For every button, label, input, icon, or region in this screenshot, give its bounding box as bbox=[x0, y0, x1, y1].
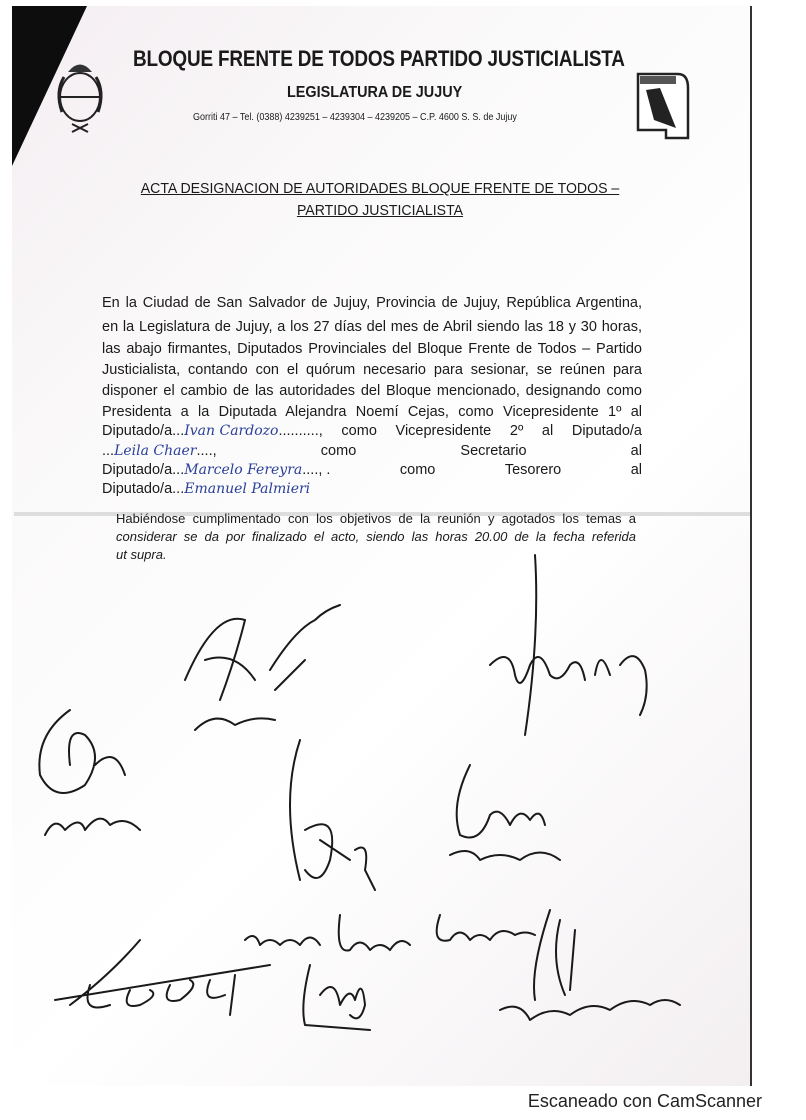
document-heading-line-2: PARTIDO JUSTICIALISTA bbox=[296, 202, 464, 219]
signature-cejas bbox=[470, 555, 670, 745]
body-line: en la Legislatura de Jujuy, a los 27 días del mes de Abril siendo las 18 y 30 horas, bbox=[102, 319, 642, 335]
letterhead-title: BLOQUE FRENTE DE TODOS PARTIDO JUSTICIALISTA bbox=[133, 46, 625, 71]
body-line: Justicialista, contando con el quórum necesario para sesionar, se reúnen para bbox=[102, 362, 642, 378]
closing-line: ut supra. bbox=[116, 547, 167, 562]
word: como bbox=[320, 443, 357, 459]
body-line: En la Ciudad de San Salvador de Jujuy, Provincia de Jujuy, República Argentina, bbox=[102, 295, 642, 311]
word: como bbox=[341, 423, 377, 439]
fill-group bbox=[102, 422, 323, 440]
dots: ...., . bbox=[302, 462, 331, 478]
body-line: disponer el cambio de las autoridades del Bloque mencionado, designando como bbox=[102, 383, 642, 399]
camscanner-watermark: Escaneado con CamScanner bbox=[527, 1091, 762, 1111]
document-heading-line-1: ACTA DESIGNACION DE AUTORIDADES BLOQUE FRENTE DE TODOS – bbox=[140, 180, 620, 197]
vicepresident-1-line bbox=[102, 422, 642, 440]
body-line: Presidenta a la Diputada Alejandra Noemí Cejas, como Vicepresidente 1º al bbox=[102, 404, 642, 420]
body-line: las abajo firmantes, Diputados Provinciales del Bloque Frente de Todos – Partido bbox=[102, 341, 642, 357]
word: al bbox=[630, 462, 642, 478]
jujuy-shield-logo bbox=[632, 68, 692, 148]
signature-juarez bbox=[440, 765, 580, 885]
letterhead-subtitle: LEGISLATURA DE JUJUY bbox=[287, 84, 463, 101]
word: Diputado/a bbox=[571, 423, 642, 439]
handwritten-name: Leila Chaer bbox=[114, 443, 197, 459]
label-text: Diputado/a... bbox=[102, 462, 185, 478]
handwritten-name: Emanuel Palmieri bbox=[184, 481, 311, 497]
word: Vicepresidente bbox=[395, 423, 492, 439]
last-deputy-line bbox=[102, 480, 642, 498]
dots: .........., bbox=[278, 423, 323, 439]
signature-leonardo bbox=[490, 910, 690, 1035]
handwritten-name: Marcelo Fereyra bbox=[184, 462, 303, 478]
signature-tisera bbox=[175, 590, 355, 740]
secretary-line bbox=[102, 442, 642, 460]
word: al bbox=[630, 443, 642, 459]
word: Tesorero bbox=[504, 462, 562, 478]
handwritten-name: Ivan Cardozo bbox=[184, 423, 279, 439]
letterhead-address: Gorriti 47 – Tel. (0388) 4239251 – 4239304 – 4239205 – C.P. 4600 S. S. de Jujuy bbox=[193, 112, 517, 123]
dots: ...., bbox=[196, 443, 217, 459]
word: 2º bbox=[509, 423, 524, 439]
fill-group bbox=[102, 442, 217, 460]
signature-cardozo bbox=[50, 935, 280, 1020]
treasurer-line bbox=[102, 461, 642, 479]
coat-of-arms-logo bbox=[50, 52, 110, 137]
fill-group bbox=[102, 461, 330, 479]
word: Secretario bbox=[460, 443, 527, 459]
word: como bbox=[399, 462, 436, 478]
signature-chaer bbox=[25, 705, 165, 845]
word: al bbox=[541, 423, 554, 439]
closing-line: Habiéndose cumplimentado con los objetivos de la reunión y agotados los temas a bbox=[116, 511, 636, 526]
closing-line: considerar se da por finalizado el acto, siendo las horas 20.00 de la fecha referida bbox=[116, 529, 636, 544]
label-text: Diputado/a... bbox=[102, 481, 185, 497]
label-text: Diputado/a... bbox=[102, 423, 185, 439]
signature-vadeleg bbox=[290, 955, 380, 1040]
signature-center bbox=[280, 740, 390, 910]
dots: ... bbox=[102, 443, 115, 459]
